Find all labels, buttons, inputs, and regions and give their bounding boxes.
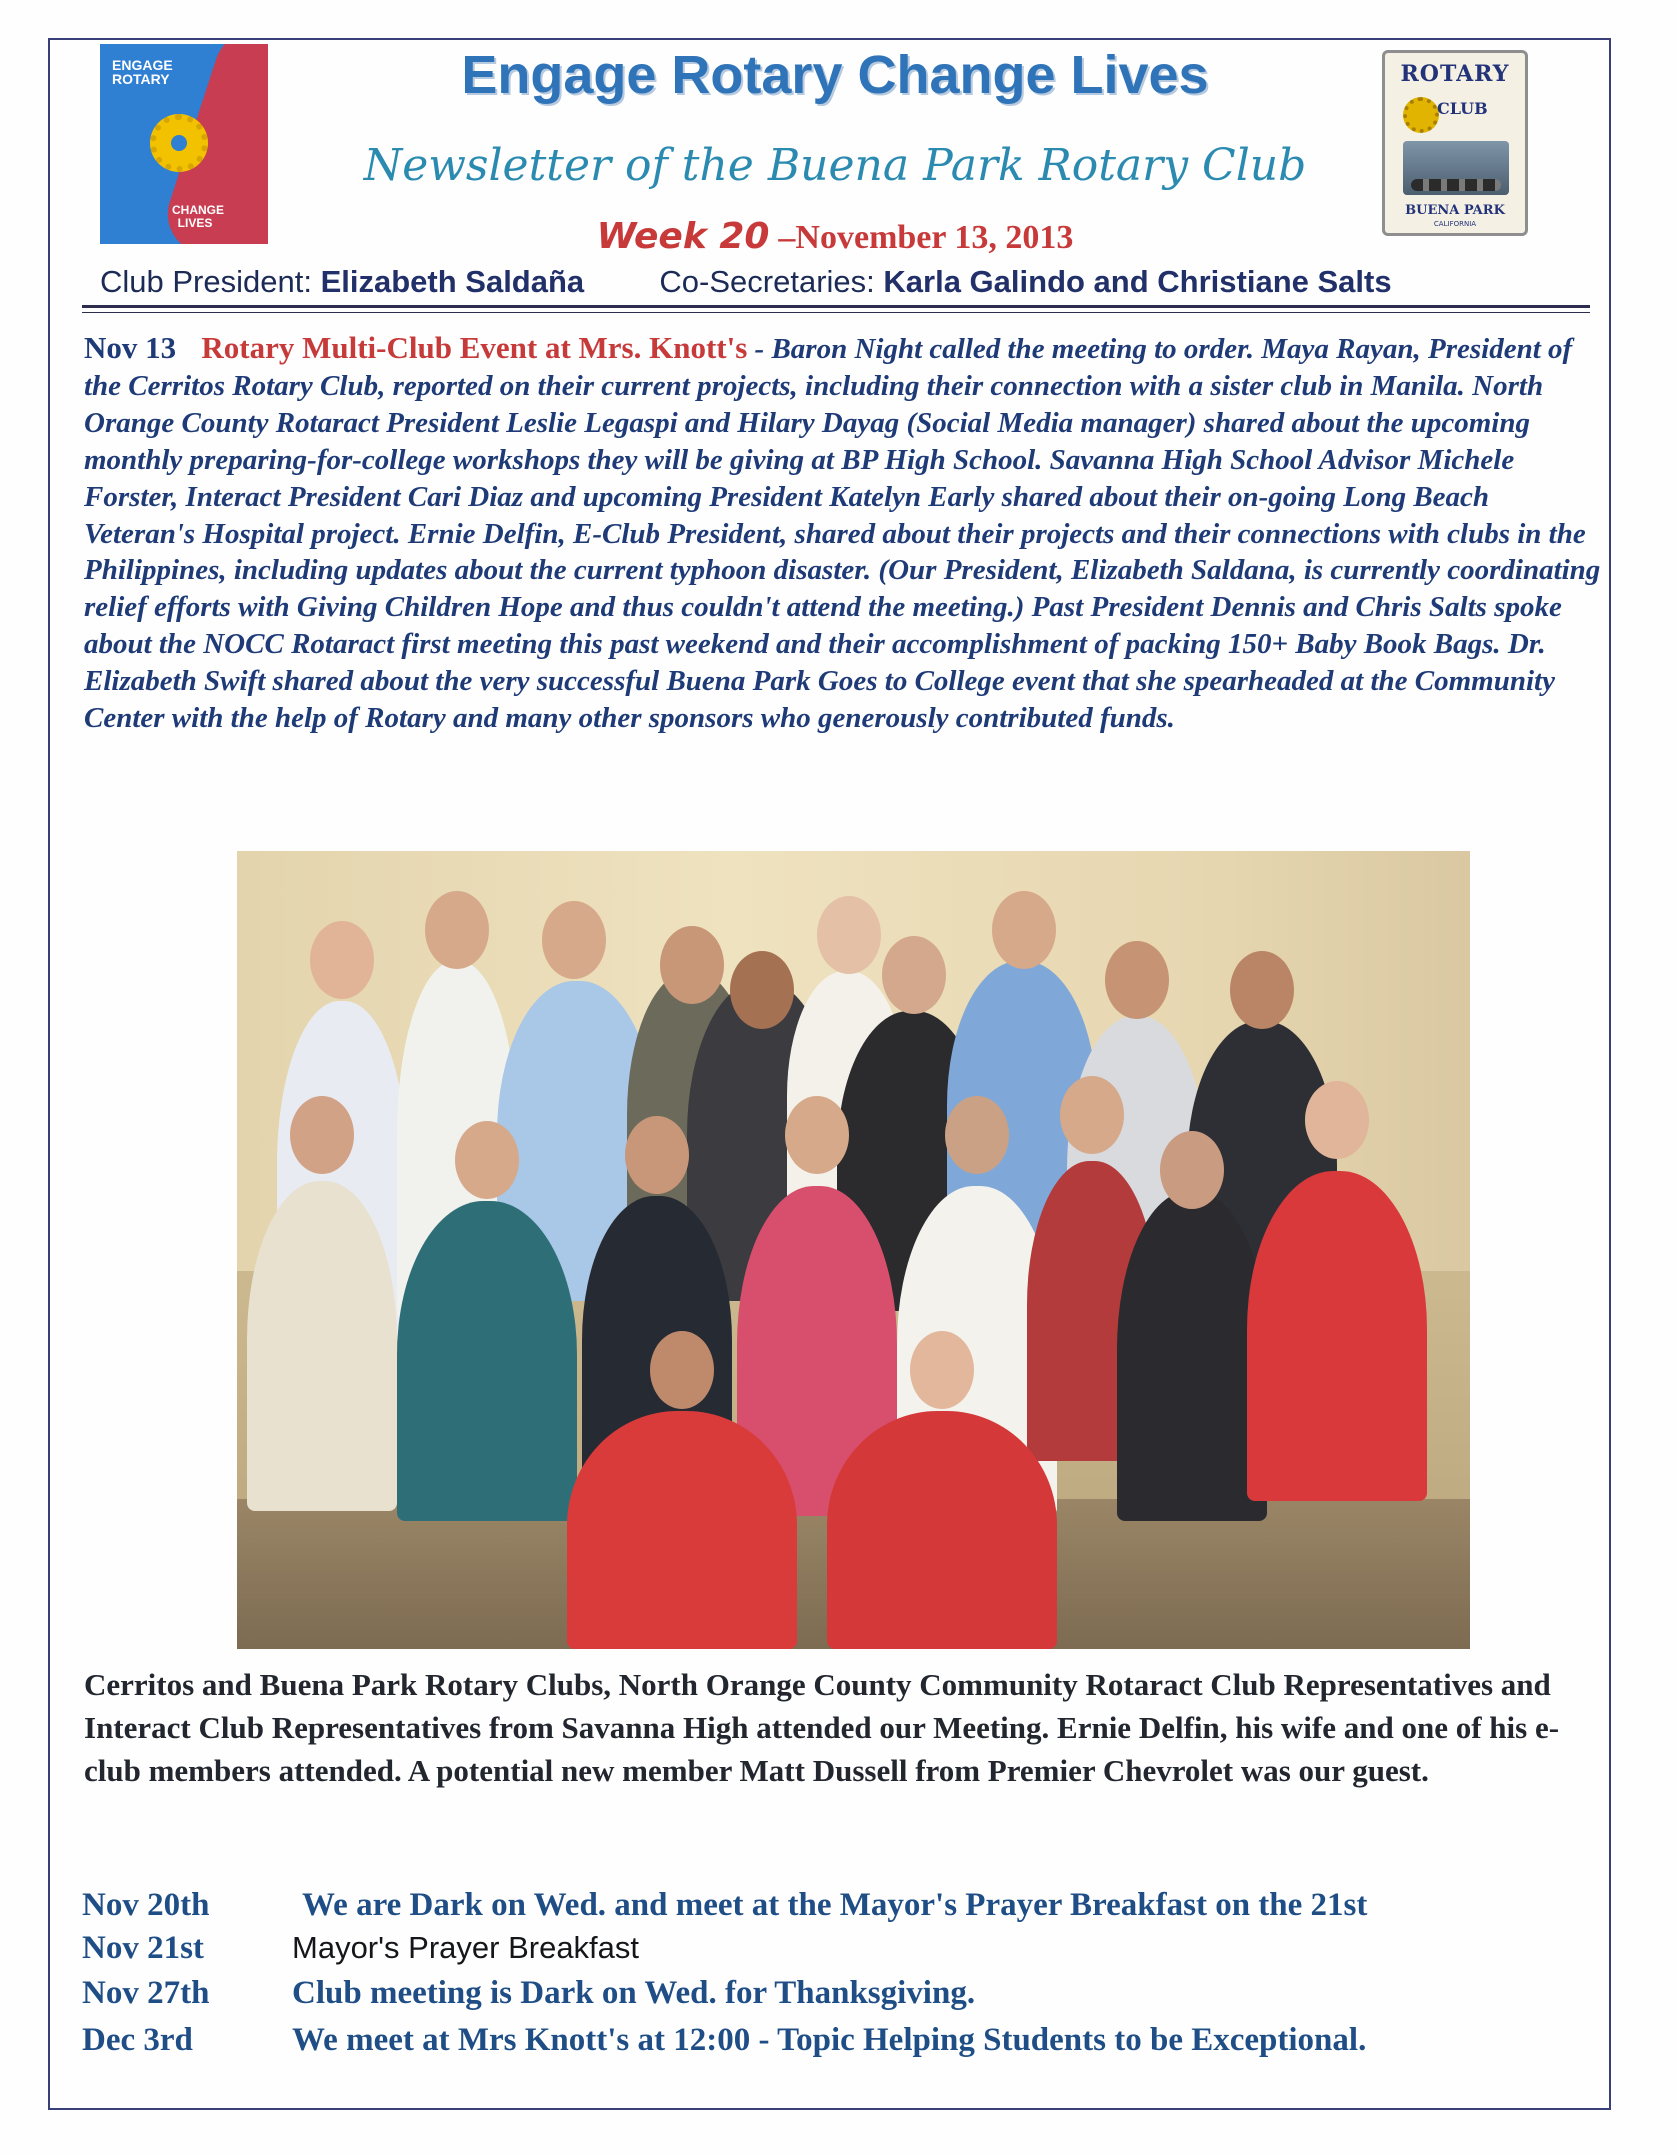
engage-rotary-logo (100, 44, 268, 244)
secretaries-label: Co-Secretaries: (659, 264, 875, 299)
report-body: - Baron Night called the meeting to order. Maya Rayan, President of the Cerritos Rotary Club, reported on their current projects, including their connection with a sister club in Manila. North Orange County Rotaract President Leslie Legaspi and Hilary Dayag (Social Media manager) shared about the upcoming monthly preparing-for-college workshops they will be giving at BP High School. Savanna High School Advisor Michele Forster, Interact President Cari Diaz and upcoming President Katelyn Early shared about their on-going Long Beach Veteran's Hospital project. Ernie Delfin, E-Club President, shared about their projects and their connections with clubs in the Philippines, including updates about the current typhoon disaster. (Our President, Elizabeth Saldana, is currently coordinating relief efforts with Giving Children Hope and thus couldn't attend the meeting.) Past President Dennis and Chris Salts spoke about the NOCC Rotaract first meeting this past weekend and their accomplishment of packing 150+ Baby Book Bags. Dr. Elizabeth Swift shared about the very successful Buena Park Goes to College event that she spearheaded at the Community Center with the help of Rotary and many other sponsors who generously contributed funds. (84, 333, 1601, 735)
newsletter-subtitle: Newsletter of the Buena Park Rotary Club (363, 140, 1307, 191)
schedule-item (82, 1930, 1612, 1967)
meeting-report (84, 330, 1604, 737)
schedule-item (82, 1975, 1612, 2012)
badge-city: BUENA PARK (1405, 203, 1505, 218)
secretaries-names: Karla Galindo and Christiane Salts (883, 264, 1392, 299)
schedule-text: Mayor's Prayer Breakfast (292, 1930, 640, 1965)
train-icon (1403, 141, 1509, 195)
schedule-date: Dec 3rd (82, 2022, 193, 2058)
logo-left-top-text: ENGAGE ROTARY (112, 57, 173, 87)
schedule-text: We meet at Mrs Knott's at 12:00 - Topic Helping Students to be Exceptional. (292, 2022, 1367, 2058)
issue-date: –November 13, 2013 (778, 219, 1074, 256)
rotary-wheel-icon (150, 114, 208, 172)
badge-club: CLUB (1437, 99, 1488, 118)
header-rule (82, 305, 1590, 308)
logo-left-bottom-text: CHANGE LIVES (172, 203, 225, 230)
rotary-wheel-icon (1403, 97, 1439, 133)
group-photo (237, 851, 1470, 1649)
schedule-date: Nov 27th (82, 1975, 210, 2011)
schedule-date: Nov 21st (82, 1930, 204, 1966)
officers-line (100, 264, 1580, 300)
president-label: Club President: (100, 264, 312, 299)
badge-state: CALIFORNIA (1433, 220, 1477, 228)
header-rule-thin (82, 312, 1590, 313)
issue-line (300, 215, 1370, 257)
schedule-item (82, 2022, 1612, 2059)
schedule-date: Nov 20th (82, 1887, 210, 1923)
buena-park-rotary-club-badge (1382, 50, 1528, 236)
photo-caption: Cerritos and Buena Park Rotary Clubs, North Orange County Community Rotaract Club Representatives and Interact Club Representatives from Savanna High attended our Meeting. Ernie Delfin, his wife and one of his e-club members attended. A potential new member Matt Dussell from Premier Chevrolet was our guest. (84, 1667, 1560, 1788)
schedule-item (82, 1887, 1612, 1924)
schedule-text: We are Dark on Wed. and meet at the Mayor's Prayer Breakfast on the 21st (302, 1887, 1368, 1923)
report-event-title: Rotary Multi-Club Event at Mrs. Knott's (201, 330, 748, 365)
schedule-text: Club meeting is Dark on Wed. for Thanksgiving. (292, 1975, 976, 2011)
report-date: Nov 13 (84, 330, 177, 365)
president-name: Elizabeth Saldaña (320, 264, 585, 299)
newsletter-headline: Engage Rotary Change Lives (461, 45, 1209, 105)
badge-title: ROTARY (1400, 61, 1510, 87)
week-label: Week 20 (596, 216, 770, 257)
